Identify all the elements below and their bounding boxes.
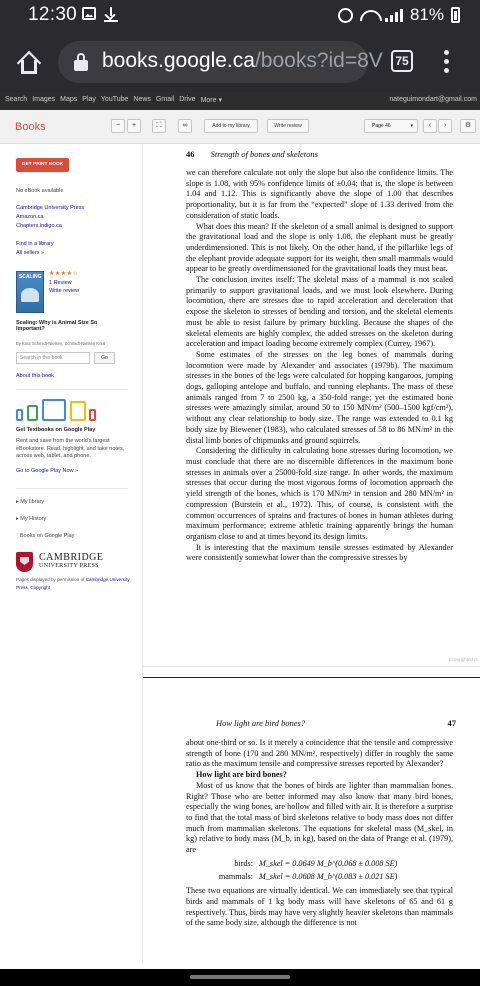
gbar-link-drive[interactable]: Drive xyxy=(179,96,196,103)
seller-link-indigo[interactable]: Chapters.indigo.ca xyxy=(16,223,62,229)
equation-mammals xyxy=(186,872,453,883)
page-47-number: 47 xyxy=(447,718,456,728)
page-47-intro: about one-third or so. Is it merely a coincidence that the tensile and compressive strength of bone (170 and 280 MN/m², respectively) differ in roughly the same ratio as the maximum tensile and compressive stresses reported by Alexander? xyxy=(186,738,453,769)
books-logo[interactable]: Books xyxy=(15,121,46,133)
status-time: 12:30 xyxy=(28,4,78,25)
next-page-button[interactable]: › xyxy=(438,119,452,133)
equation-formula: M_skel = 0.0608 M_b^(0.083 ± 0.021 SE) xyxy=(259,872,398,882)
google-bar xyxy=(0,92,480,110)
signal-icon xyxy=(385,8,403,22)
page-47-paragraph: These two equations are virtually identical. We can immediately see that typical birds and mammals of 1 kg body mass will have skeletons of 65 and 61 g respectively. Thus, birds may have very slightly heavier skeletons than mammals of the same body size, although the difference is not xyxy=(186,886,453,928)
publisher-name: CAMBRIDGE xyxy=(39,552,104,563)
permission-note: Pages displayed by permission of Cambridge University Press. Copyright xyxy=(16,577,130,590)
devices-illustration xyxy=(16,395,96,421)
cambridge-crest-icon xyxy=(16,552,36,574)
overflow-menu-icon[interactable] xyxy=(444,50,450,74)
page-47-header xyxy=(216,718,456,728)
search-go-button[interactable]: Go xyxy=(94,352,115,364)
page-select-value: Page 46 xyxy=(372,123,391,129)
tab-switcher-button[interactable]: 75 xyxy=(391,50,413,72)
gbar-link-play[interactable]: Play xyxy=(82,96,96,103)
fullscreen-button[interactable]: ⛶ xyxy=(152,119,166,133)
find-in-library-link[interactable]: Find in a library xyxy=(16,241,54,247)
gbar-link-youtube[interactable]: YouTube xyxy=(100,96,129,103)
all-sellers-link[interactable]: All sellers » xyxy=(16,250,45,256)
triangle-right-icon: ▸ xyxy=(16,499,19,505)
triangle-right-icon: ▸ xyxy=(16,516,19,522)
gbar-link-images[interactable]: Images xyxy=(32,96,56,103)
publisher-subname: UNIVERSITY PRESS xyxy=(39,563,99,569)
chevron-down-icon: ▾ xyxy=(410,123,413,129)
permission-text: Pages displayed by permission of xyxy=(16,577,85,582)
page-46-number: 46 xyxy=(186,149,195,159)
google-bar-links xyxy=(5,96,222,104)
go-to-play-link[interactable]: Go to Google Play Now » xyxy=(16,468,79,474)
no-ebook-text: No eBook available xyxy=(16,188,64,194)
page-divider xyxy=(143,666,480,678)
book-title: Scaling: Why is Animal Size So Important? xyxy=(16,320,98,332)
book-cover-image[interactable] xyxy=(16,271,44,313)
copyright-watermark: Copyrighted m xyxy=(448,657,478,662)
get-print-book-button[interactable]: GET PRINT BOOK xyxy=(16,158,69,172)
url-path: /books?id=8V xyxy=(254,49,383,72)
review-count-link[interactable]: 1 Review xyxy=(49,280,72,286)
gbar-link-more[interactable]: More ▾ xyxy=(200,97,222,104)
page-select[interactable] xyxy=(364,119,418,133)
equation-label: birds: xyxy=(234,858,253,868)
zoom-in-button[interactable]: + xyxy=(127,119,141,133)
section-heading: How light are bird bones? xyxy=(196,770,287,780)
seller-link-amazon[interactable]: Amazon.ca xyxy=(16,214,44,220)
copyright-link[interactable]: Copyright xyxy=(30,584,50,590)
my-library-link[interactable] xyxy=(16,499,44,505)
write-review-link[interactable]: Write review xyxy=(49,288,80,294)
page-47-body xyxy=(186,738,453,929)
book-cover-title: SCALING xyxy=(19,274,42,280)
lock-icon xyxy=(74,53,88,71)
equation-label: mammals: xyxy=(218,872,253,882)
url-host: books.google.ca xyxy=(102,49,255,72)
page-46-body xyxy=(186,168,453,564)
page-46-paragraph: The conclusion invites itself: The skeletal mass of a mammal is not scaled primarily to support gravitational loads, and we must look elsewhere. During locomotion, there are stresses due to rapid acceleration and deceleration that expose the skeleton to stresses of bending and torsion, and the skeletal elements must be able to resist failure by primary buckling. Because the shapes of the skeletal elements are highly complex, the added stresses on the skeleton during acceleration and impact loading become extremely complex (Currey, 1967). xyxy=(186,275,453,349)
textbooks-desc: Rent and save from the world's largest eBookstore. Read, highlight, and take notes, across web, tablet, and phone. xyxy=(16,438,125,459)
home-gesture-handle[interactable] xyxy=(190,975,290,979)
page-47-paragraph: Most of us know that the bones of birds are lighter than mammalian bones. Right? Those who are better informed may also know that many bird bones, especially the wing bones, are hollow and filled with air. It is therefore a surprise to find that the total mass of bird skeletons relative to body mass does not differ much from mammalian skeletons. The equations for skeletal mass (M_skel, in kg) relative to body mass (M_b, in kg), based on the data of Prange et al. (1979), are xyxy=(186,780,453,855)
page-47-running-title: How light are bird bones? xyxy=(216,718,306,728)
gbar-link-maps[interactable]: Maps xyxy=(60,96,78,103)
link-button[interactable]: ∞ xyxy=(178,119,192,133)
browser-toolbar xyxy=(0,32,480,92)
prev-page-button[interactable]: ‹ xyxy=(423,119,437,133)
gbar-link-gmail[interactable]: Gmail xyxy=(155,96,175,103)
alarm-icon xyxy=(338,8,353,23)
equation-formula: M_skel = 0.0649 M_b^(0.068 ± 0.008 SE) xyxy=(259,858,398,868)
book-author: By Knut Schmidt-Nielsen, Schmidt-Nielsen Knut xyxy=(16,341,105,346)
battery-icon xyxy=(451,7,460,23)
image-icon xyxy=(82,7,96,20)
page-46-paragraph: Some estimates of the stresses on the leg bones of mammals during locomotion were made by Alexander and associates (1979b). The maximum stresses in the bones of the legs were calculated for hopping kangaroos, jumping dogs, galloping antelope and buffalo, and running elephants. The mass of these animals ranged from 7 to 2500 kg, a 350-fold range; yet the estimated bone stresses were amazingly similar, around 50 to 150 MN/m² (500–1500 kgf/cm²), without any clear relationship to body size. The range was extended to 0.1 kg body size by Biewener (1983), who calculated stresses of 58 to 86 MN/m² in the distal limb bones of chipmunks and ground squirrels. xyxy=(186,349,453,445)
android-status-bar xyxy=(0,0,480,32)
rating-stars: ★★★★☆ xyxy=(49,271,79,277)
permission-publisher-link[interactable]: Cambridge University Press xyxy=(16,577,130,590)
my-history-link[interactable] xyxy=(16,516,46,522)
page-46-paragraph: It is interesting that the maximum tensile stresses estimated by Alexander were consistently somewhat lower than the compressive stresses by xyxy=(186,542,453,563)
about-book-link[interactable]: About this book xyxy=(16,373,54,379)
add-to-library-button[interactable]: Add to my library xyxy=(204,119,258,133)
textbooks-title: Get Textbooks on Google Play xyxy=(16,427,96,433)
gbar-link-search[interactable]: Search xyxy=(5,96,28,103)
page-46-paragraph: What does this mean? If the skeleton of a small animal is designed to support the gravitational load and the slope is only 1.08, the elephant must be greatly underdimensioned. This is not likely. On the other hand, if the pillarlike legs of the elephant provide adequate support for its weight, then small mammals would appear to be greatly overdimensioned for the gravitational loads they must bear. xyxy=(186,221,453,274)
page-46-paragraph: we can therefore calculate not only the slope but also the confidence limits. The slope is 1.08, with 95% confidence limits of ±0.04; that is, the slope is between 1.04 and 1.12. This is significantly above the slope of 1.00 that describes proportionality, but it is far from the “expected” slope of 1.33 derived from the consideration of static loads. xyxy=(186,168,453,220)
seller-link-cup[interactable]: Cambridge University Press xyxy=(16,205,85,211)
page-46-running-title: Strength of bones and skeletons xyxy=(210,149,318,159)
zoom-out-button[interactable]: − xyxy=(111,119,125,133)
url-text xyxy=(102,49,383,73)
battery-percent: 81% xyxy=(409,5,444,24)
books-on-play-link[interactable]: Books on Google Play xyxy=(20,533,75,539)
book-viewer[interactable] xyxy=(143,145,480,970)
books-toolbar xyxy=(0,110,480,144)
search-in-book-input[interactable]: Search in this book xyxy=(16,352,90,364)
page-46-header xyxy=(186,149,453,159)
home-icon[interactable] xyxy=(14,46,44,76)
wifi-icon xyxy=(360,8,378,22)
gesture-navigation-bar xyxy=(0,969,480,986)
gbar-link-news[interactable]: News xyxy=(133,96,151,103)
equation-birds xyxy=(186,859,453,870)
page-46-paragraph: Considering the difficulty in calculating bone stresses during locomotion, we must conclude that there are no discernible differences in the maximum bone stresses in animals over a 25000-fold size range. In other words, the maximum stresses that occur during the most vigorous forms of locomotion approach the yield strength of the bones, which is 170 MN/m² in tension and 280 MN/m² in compression (Burstein et al., 1972). This, of course, is consistent with the common occurrences of sprains and fractures of bones in human athletes during maximum performance; extreme athletic training apparently brings the human organism close to and at times beyond its design limits. xyxy=(186,446,453,541)
settings-gear-icon[interactable]: ⚙ xyxy=(460,119,476,133)
sidebar xyxy=(0,145,143,965)
address-bar[interactable] xyxy=(58,41,383,83)
account-email[interactable]: nateguimondart@gmail.com xyxy=(389,96,477,103)
my-history-label: My History xyxy=(20,516,47,522)
write-review-button[interactable]: Write review xyxy=(267,119,309,133)
my-library-label: My library xyxy=(20,499,45,505)
download-icon xyxy=(104,7,118,22)
